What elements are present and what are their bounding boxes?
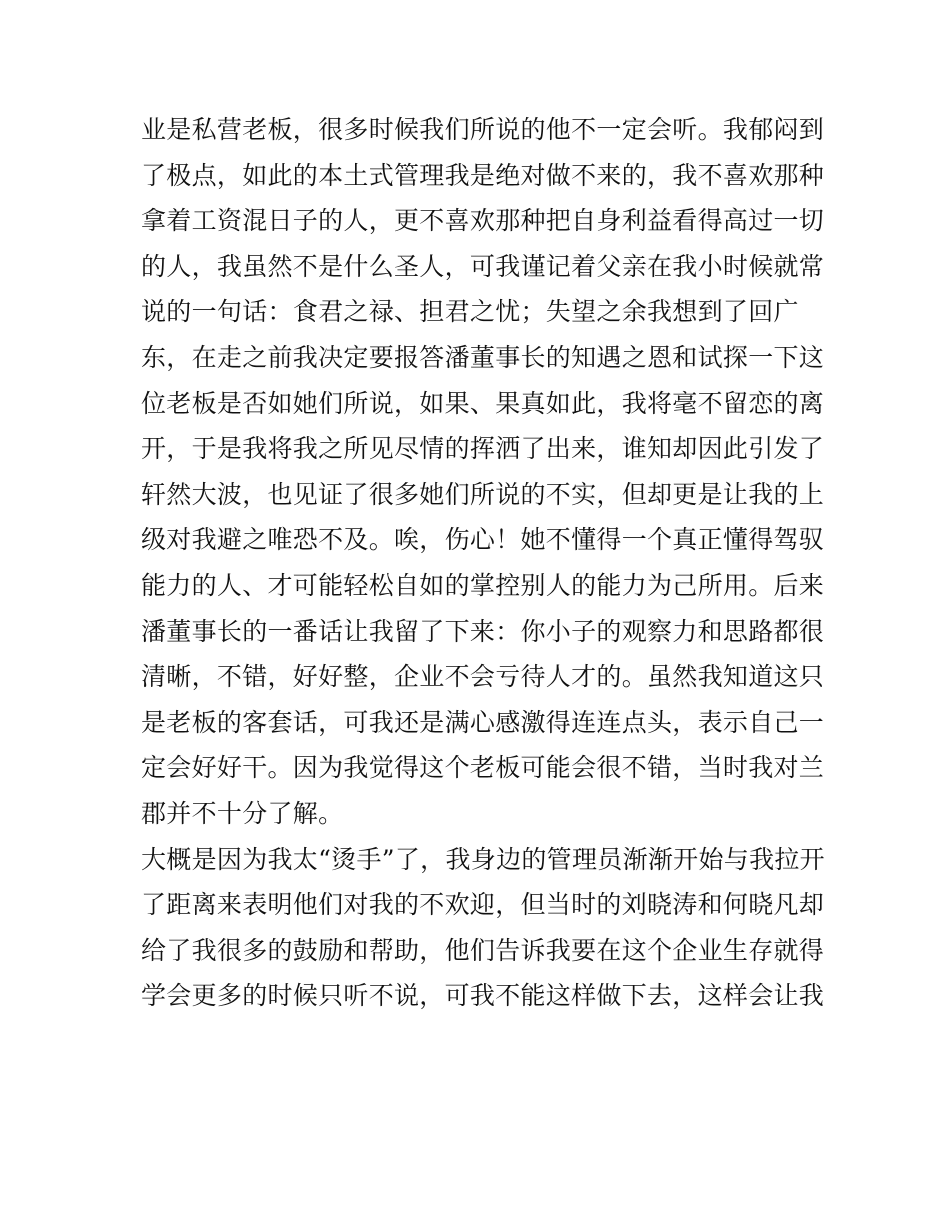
text-line-2: 了极点，如此的本土式管理我是绝对做不来的，我不喜欢那种 (141, 160, 825, 190)
text-line-4: 的人，我虽然不是什么圣人，可我谨记着父亲在我小时候就常 (141, 251, 825, 281)
text-line-1: 业是私营老板，很多时候我们所说的他不一定会听。我郁闷到 (141, 115, 825, 144)
text-line-16: 郡并不十分了解。 (141, 798, 344, 828)
text-line-15: 定会好好干。因为我觉得这个老板可能会很不错，当时我对兰 (141, 753, 825, 783)
text-line-14: 是老板的客套话，可我还是满心感激得连连点头，表示自己一 (141, 707, 825, 737)
text-line-3: 拿着工资混日子的人，更不喜欢那种把自身利益看得高过一切 (141, 206, 825, 236)
text-line-9: 轩然大波，也见证了很多她们所说的不实，但却更是让我的上 (141, 479, 825, 509)
text-line-20: 学会更多的时候只听不说，可我不能这样做下去，这样会让我 (141, 981, 825, 1011)
text-line-6: 东，在走之前我决定要报答潘董事长的知遇之恩和试探一下这 (141, 342, 825, 372)
text-line-8: 开，于是我将我之所见尽情的挥洒了出来，谁知却因此引发了 (141, 434, 825, 464)
text-line-5: 说的一句话：食君之禄、担君之忧；失望之余我想到了回广 (141, 297, 799, 327)
text-line-18: 了距离来表明他们对我的不欢迎，但当时的刘晓涛和何晓凡却 (141, 890, 825, 920)
text-line-11: 能力的人、才可能轻松自如的掌控别人的能力为己所用。后来 (141, 570, 825, 600)
text-line-13: 清晰，不错，好好整，企业不会亏待人才的。虽然我知道这只 (141, 662, 825, 692)
text-line-10: 级对我避之唯恐不及。唉，伤心！她不懂得一个真正懂得驾驭 (141, 525, 825, 555)
text-line-17: 大概是因为我太“烫手”了，我身边的管理员渐渐开始与我拉开 (141, 844, 825, 874)
text-line-7: 位老板是否如她们所说，如果、果真如此，我将毫不留恋的离 (141, 388, 825, 418)
text-line-19: 给了我很多的鼓励和帮助，他们告诉我要在这个企业生存就得 (141, 935, 825, 965)
body-text (141, 107, 831, 1019)
text-line-12: 潘董事长的一番话让我留了下来：你小子的观察力和思路都很 (141, 616, 825, 646)
